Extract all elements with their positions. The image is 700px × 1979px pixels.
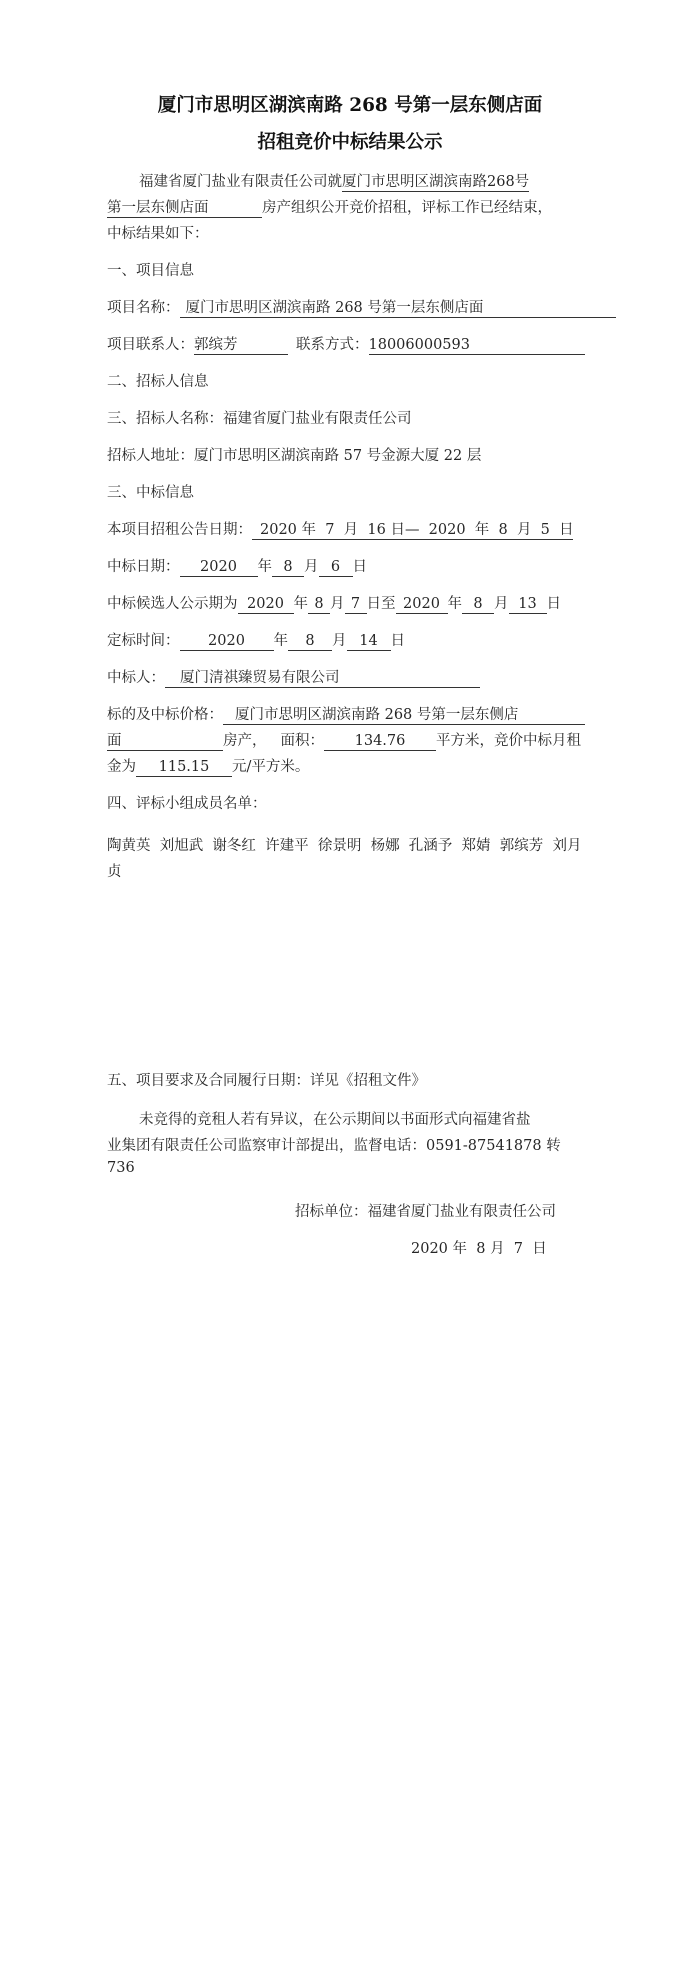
price-property-line1: 厦门市思明区湖滨南路 268 号第一层东侧店: [223, 706, 585, 725]
section2-heading: 二、招标人信息: [107, 374, 209, 390]
project-phone-label: 联系方式：: [296, 337, 369, 353]
members-line1: 陶黄英 刘旭武 谢冬红 许建平 徐景明 杨娜 孔涵予 郑婧 郭缤芳 刘月: [107, 838, 582, 854]
announce-date-row: [107, 518, 573, 540]
fix-year: 2020: [180, 632, 274, 651]
intro-line3: 中标结果如下：: [107, 226, 209, 242]
price-house: 房产，: [223, 733, 267, 749]
rent-suffix: 元/平方米。: [232, 759, 310, 775]
win-date-row: 中标日期： 2020 年 8 月 6 日: [107, 559, 367, 575]
intro-project-underline1: 厦门市思明区湖滨南路268号: [342, 174, 530, 190]
win-day: 6: [319, 558, 353, 577]
price-row2: [107, 729, 581, 751]
fix-date-label: 定标时间：: [107, 633, 180, 649]
project-contact-value: 郭缤芳: [194, 336, 288, 355]
members-line2: 贞: [107, 864, 122, 880]
intro-line1: [139, 170, 529, 192]
project-name-label: 项目名称：: [107, 300, 180, 316]
public-month2: 8: [462, 595, 494, 614]
section1-heading: 一、项目信息: [107, 263, 194, 279]
intro-line2: [107, 196, 552, 218]
objection-line2: 业集团有限责任公司监察审计部提出，监督电话：0591-87541878 转: [107, 1138, 561, 1154]
rent-label: 金为: [107, 759, 136, 775]
intro-suffix: 房产组织公开竞价招租，评标工作已经结束，: [262, 200, 552, 216]
intro-project-underline2: 第一层东侧店面: [107, 199, 262, 218]
price-row1: [107, 703, 585, 725]
win-month: 8: [272, 558, 304, 577]
announce-date-label: 本项目招租公告日期：: [107, 522, 252, 538]
fix-month: 8: [288, 632, 332, 651]
win-year: 2020: [180, 558, 258, 577]
rent-row: [107, 755, 309, 777]
price-property-line2: 面: [107, 732, 223, 751]
project-name-row: [107, 296, 616, 318]
winner-label: 中标人：: [107, 670, 165, 686]
footer-unit: 招标单位：福建省厦门盐业有限责任公司: [295, 1204, 556, 1220]
fix-day: 14: [347, 632, 391, 651]
public-day1: 7: [345, 595, 367, 614]
notice-title-line1: 厦门市思明区湖滨南路 268 号第一层东侧店面: [157, 95, 543, 116]
rent-value: 115.15: [136, 758, 232, 777]
project-contact-row: [107, 333, 585, 355]
section3-heading: 三、中标信息: [107, 485, 194, 501]
public-day2: 13: [509, 595, 547, 614]
fix-date-row: 定标时间： 2020 年 8 月 14 日: [107, 633, 405, 649]
project-phone-value: 18006000593: [369, 336, 585, 355]
project-contact-label: 项目联系人：: [107, 337, 194, 353]
win-date-label: 中标日期：: [107, 559, 180, 575]
public-period-label: 中标候选人公示期为: [107, 596, 238, 612]
tenderer-address-line: 招标人地址：厦门市思明区湖滨南路 57 号金源大厦 22 层: [107, 448, 482, 464]
winner-value: 厦门清祺臻贸易有限公司: [165, 669, 480, 688]
notice-title-line2: 招租竞价中标结果公示: [257, 132, 443, 153]
public-to: 日至: [366, 596, 396, 612]
announce-date-value: 2020 年 7 月 16 日— 2020 年 8 月 5 日: [252, 521, 573, 540]
section5-heading: 五、项目要求及合同履行日期：详见《招租文件》: [107, 1073, 426, 1089]
objection-line1: 未竞得的竞租人若有异议，在公示期间以书面形式向福建省盐: [139, 1112, 531, 1128]
project-name-value: 厦门市思明区湖滨南路 268 号第一层东侧店面: [180, 299, 616, 318]
objection-line3: 736: [107, 1160, 135, 1176]
intro-prefix: 福建省厦门盐业有限责任公司就: [139, 174, 342, 190]
area-value: 134.76: [324, 732, 436, 751]
winner-row: [107, 666, 480, 688]
public-period-row: 中标候选人公示期为 2020 年 8 月 7 日至 2020 年 8 月 13 日: [107, 596, 561, 612]
public-month1: 8: [308, 595, 330, 614]
tenderer-name-line: 三、招标人名称：福建省厦门盐业有限责任公司: [107, 411, 412, 427]
price-label: 标的及中标价格：: [107, 707, 223, 723]
area-label: 面积：: [280, 733, 324, 749]
public-year2: 2020: [396, 595, 448, 614]
public-year1: 2020: [238, 595, 294, 614]
section4-heading: 四、评标小组成员名单：: [107, 796, 267, 812]
area-suffix: 平方米，竞价中标月租: [436, 733, 581, 749]
footer-date: 2020 年 8 月 7 日: [411, 1241, 547, 1257]
